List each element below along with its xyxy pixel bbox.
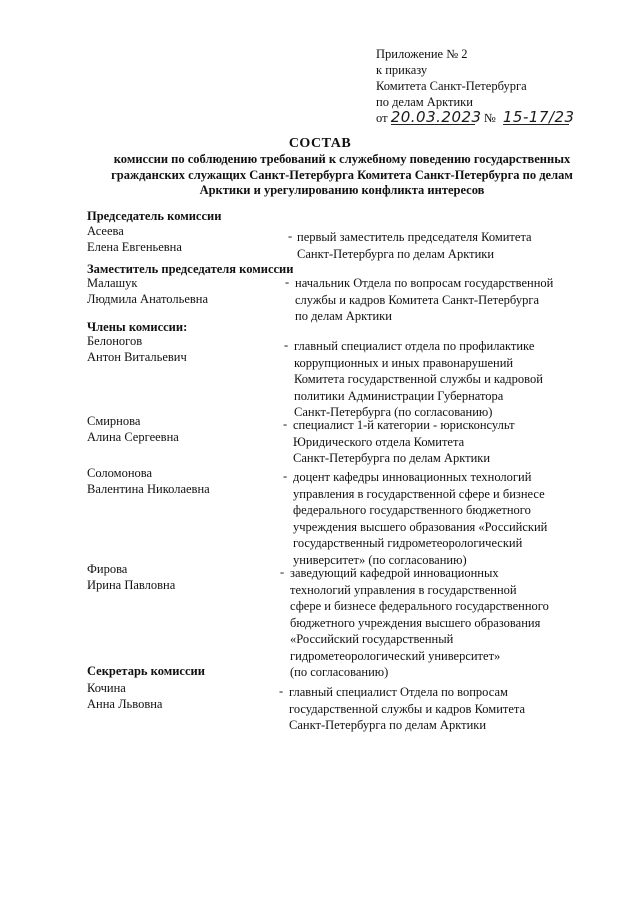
member-given-name: Елена Евгеньевна [87, 240, 182, 254]
member-given-name: Антон Витальевич [87, 350, 187, 364]
member-role [289, 684, 525, 734]
role-line: коррупционных и иных правонарушений [294, 355, 514, 370]
member-surname: Соломонова [87, 466, 153, 480]
handwritten-order-number: 15-17/23 [502, 108, 575, 126]
member-surname: Кочина [87, 681, 126, 695]
role-line: главный специалист Отдела по вопросам [289, 685, 508, 699]
role-line: начальник Отдела по вопросам государственной [295, 276, 554, 290]
section-chair: Председатель комиссии [87, 209, 222, 223]
member-surname: Белоногов [87, 334, 143, 348]
role-line: (по согласованию) [290, 665, 389, 679]
order-date-line [376, 108, 575, 126]
role-line: Юридического отдела Комитета [293, 434, 465, 449]
member-role [295, 275, 553, 325]
role-line: учреждения высшего образования «Российский [293, 519, 548, 534]
annex-line-3: Комитета Санкт-Петербурга [376, 79, 527, 93]
role-line: доцент кафедры инновационных технологий [293, 470, 532, 484]
member-role [294, 338, 543, 421]
member-given-name: Алина Сергеевна [87, 430, 179, 444]
date-prefix: от [376, 111, 388, 125]
role-line: специалист 1-й категории - юрисконсульт [293, 418, 515, 432]
section-members: Члены комиссии: [87, 320, 188, 334]
role-line: сфере и бизнесе федерального государственного [290, 599, 549, 613]
role-line: «Российский государственный [290, 632, 454, 646]
document-title: СОСТАВ [288, 136, 352, 151]
member-surname: Малашук [87, 276, 138, 290]
role-line: государственной службы и кадров Комитета [289, 701, 526, 716]
role-line: управления в государственной сфере и бизнесе [293, 486, 545, 501]
role-line: Санкт-Петербурга по делам Арктики [289, 718, 487, 732]
handwritten-date: 20.03.2023 [390, 108, 482, 126]
dash-separator: - [279, 684, 284, 698]
role-line: государственный гидрометеорологический [293, 536, 523, 550]
role-line: политики Администрации Губернатора [294, 388, 504, 403]
member-given-name: Людмила Анатольевна [87, 292, 209, 306]
member-surname: Смирнова [87, 414, 141, 428]
member-role [297, 229, 532, 262]
role-line: по делам Арктики [295, 309, 392, 323]
role-line: первый заместитель председателя Комитета [297, 230, 532, 244]
dash-separator: - [283, 417, 288, 431]
dash-separator: - [283, 469, 288, 483]
annex-line-2: к приказу [376, 63, 428, 77]
number-sign: № [483, 111, 496, 125]
member-role [290, 565, 549, 681]
dash-separator: - [284, 338, 289, 352]
document-subtitle: комиссии по соблюдению требований к служебному поведению государственных гражданских служащих Санкт-Петербурга Комитета Санкт-Петербурга по делам Арктики и урегулированию конфликта интересов [111, 152, 573, 197]
role-line: Комитета государственной службы и кадровой [294, 372, 543, 386]
member-given-name: Ирина Павловна [87, 578, 176, 592]
role-line: гидрометеорологический университет» [290, 648, 501, 663]
annex-line-1: Приложение № 2 [376, 47, 468, 61]
member-given-name: Анна Львовна [87, 697, 163, 711]
role-line: Санкт-Петербурга по делам Арктики [297, 246, 495, 261]
annex-line-4: по делам Арктики [376, 95, 473, 109]
role-line: главный специалист отдела по профилактике [294, 339, 535, 353]
role-line: федерального государственного бюджетного [293, 503, 531, 517]
member-surname: Фирова [87, 562, 128, 576]
section-deputy: Заместитель председателя комиссии [87, 262, 294, 276]
member-role [293, 417, 515, 467]
role-line: заведующий кафедрой инновационных [290, 566, 499, 580]
role-line: университет» (по согласованию) [293, 552, 467, 567]
member-role [293, 469, 547, 568]
role-line: Санкт-Петербурга по делам Арктики [293, 451, 491, 465]
dash-separator: - [285, 275, 290, 289]
member-given-name: Валентина Николаевна [87, 482, 210, 496]
role-line: Санкт-Петербурга (по согласованию) [294, 405, 493, 419]
role-line: службы и кадров Комитета Санкт-Петербурга [295, 292, 539, 307]
dash-separator: - [288, 229, 293, 243]
role-line: технологий управления в государственной [290, 582, 517, 597]
member-surname: Асеева [87, 224, 124, 238]
section-secretary: Секретарь комиссии [87, 664, 205, 678]
annex-block [376, 46, 575, 126]
role-line: бюджетного учреждения высшего образования [290, 615, 541, 630]
dash-separator: - [280, 565, 285, 579]
